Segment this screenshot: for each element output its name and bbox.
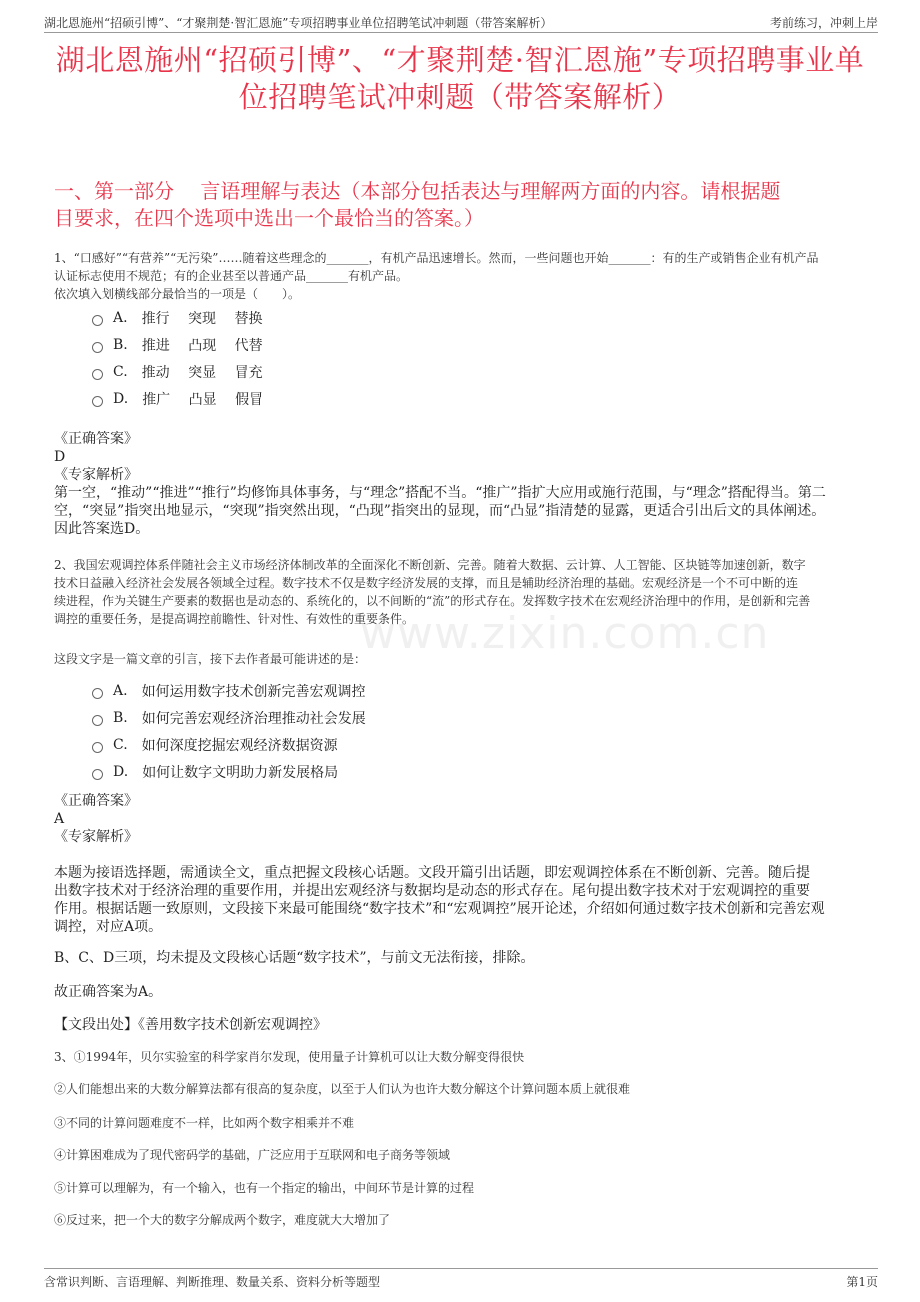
option-letter: A. — [113, 309, 128, 326]
answer-label: 《正确答案》 — [54, 793, 138, 809]
page-number: 第1页 — [846, 1275, 878, 1289]
q3-sentence-2: ②人们能想出来的大数分解算法都有很高的复杂度，以至于人们认为也许大数分解这个计算问题本质上就很难 — [54, 1082, 631, 1096]
analysis-label: 《专家解析》 — [54, 829, 138, 845]
analysis-line-1: 第一空，“推动”“推进”“推行”均修饰具体事务，与“理念”搭配不当。“推广”指扩大应用或施行范围，与“理念”搭配得当。第二 — [54, 485, 826, 501]
title-line-1: 湖北恩施州“招硕引博”、“才聚荆楚·智汇恩施”专项招聘事业单 — [55, 43, 865, 77]
option-text: 推进 凸现 代替 — [141, 337, 263, 354]
q1-option-d[interactable] — [92, 385, 263, 412]
analysis-line: 本题为接语选择题，需通读全文，重点把握文段核心话题。文段开篇引出话题，即宏观调控体系在不断创新、完善。随后提 — [54, 865, 810, 881]
question-2-options — [92, 677, 366, 785]
q2-prompt: 这段文字是一篇文章的引言，接下去作者最可能讲述的是： — [54, 652, 367, 666]
q1-option-c[interactable] — [92, 358, 263, 385]
option-letter: D. — [113, 763, 129, 780]
q2-line-1: 2、我国宏观调控体系伴随社会主义市场经济体制改革的全面深化不断创新、完善。随着大数据、云计算、人工智能、区块链等加速创新，数字 — [54, 558, 806, 572]
radio-icon[interactable] — [92, 742, 103, 753]
q2-source: 【文段出处】《善用数字技术创新宏观调控》 — [54, 1017, 327, 1033]
option-text: 如何让数字文明助力新发展格局 — [142, 764, 339, 781]
q3-sentence-4: ④计算困难成为了现代密码学的基础，广泛应用于互联网和电子商务等领域 — [54, 1148, 451, 1162]
radio-icon[interactable] — [92, 342, 103, 353]
title-line-2: 位招聘笔试冲刺题（带答案解析） — [238, 80, 682, 114]
watermark: www.zixin.com.cn — [360, 608, 770, 659]
q2-option-b[interactable] — [92, 704, 366, 731]
page-header — [44, 10, 878, 33]
analysis-line-3: 因此答案选D。 — [54, 521, 150, 537]
analysis-line: 出数字技术对于经济治理的重要作用，并提出宏观经济与数据均是动态的形式存在。尾句提出数字技术对于宏观调控的重要 — [54, 883, 810, 899]
analysis-line: 调控，对应A项。 — [54, 919, 163, 935]
question-1-options — [92, 304, 263, 412]
section-heading — [54, 178, 866, 232]
option-text: 推行 突现 替换 — [141, 310, 263, 327]
q2-line-4: 调控的重要任务，是提高调控前瞻性、针对性、有效性的重要条件。 — [54, 612, 415, 626]
q2-analysis-paragraph-2: B、C、D三项，均未提及文段核心话题“数字技术”，与前文无法衔接，排除。 — [54, 950, 535, 966]
answer-value: A — [54, 811, 65, 827]
analysis-label: 《专家解析》 — [54, 467, 138, 483]
option-letter: B. — [113, 709, 128, 726]
option-letter: B. — [113, 336, 128, 353]
q1-option-b[interactable] — [92, 331, 263, 358]
option-text: 推动 突显 冒充 — [141, 364, 263, 381]
q3-sentence-3: ③不同的计算问题难度不一样，比如两个数字相乘并不难 — [54, 1116, 355, 1130]
q2-line-2: 技术日益融入经济社会发展各领域全过程。数字技术不仅是数字经济发展的支撑，而且是辅助经济治理的基础。宏观经济是一个不可中断的连 — [54, 576, 799, 590]
q2-option-d[interactable] — [92, 758, 366, 785]
radio-icon[interactable] — [92, 715, 103, 726]
analysis-line: 作用。根据话题一致原则，文段接下来最可能围绕“数字技术”和“宏观调控”展开论述，介绍如何通过数字技术创新和完善宏观 — [54, 901, 825, 917]
analysis-line-2: 空，“突显”指突出地显示，“突现”指突然出现，“凸现”指突出的显现，而“凸显”指清楚的显露，更适合引出后文的具体阐述。 — [54, 503, 826, 519]
option-text: 如何完善宏观经济治理推动社会发展 — [141, 710, 366, 727]
radio-icon[interactable] — [92, 396, 103, 407]
q2-option-a[interactable] — [92, 677, 366, 704]
section-heading-line-1: 一、第一部分 言语理解与表达（本部分包括表达与理解两方面的内容。请根据题 — [54, 179, 781, 203]
q3-sentence-1: 3、①1994年，贝尔实验室的科学家肖尔发现，使用量子计算机可以让大数分解变得很快 — [54, 1050, 525, 1064]
q1-line-2: 认证标志使用不规范；有的企业甚至以普通产品_______有机产品。 — [54, 269, 409, 283]
q1-line-1: 1、“口感好”“有营养”“无污染”……随着这些理念的_______，有机产品迅速增长。然而，一些问题也开始_______：有的生产或销售企业有机产品 — [54, 251, 819, 265]
q2-option-c[interactable] — [92, 731, 366, 758]
option-text: 如何运用数字技术创新完善宏观调控 — [141, 683, 366, 700]
radio-icon[interactable] — [92, 315, 103, 326]
footer-note: 含常识判断、言语理解、判断推理、数量关系、资料分析等题型 — [44, 1275, 381, 1289]
option-text: 如何深度挖掘宏观经济数据资源 — [141, 737, 338, 754]
option-letter: D. — [113, 390, 129, 407]
page-footer — [44, 1268, 878, 1291]
radio-icon[interactable] — [92, 769, 103, 780]
answer-value: D — [54, 449, 66, 465]
question-1-answer — [54, 430, 866, 538]
header-slogan: 考前练习，冲刺上岸 — [769, 16, 878, 30]
option-text: 推广 凸显 假冒 — [142, 391, 264, 408]
option-letter: C. — [113, 736, 128, 753]
q2-analysis-paragraph-3: 故正确答案为A。 — [54, 984, 163, 1000]
header-doc-title: 湖北恩施州“招硕引博”、“才聚荆楚·智汇恩施”专项招聘事业单位招聘笔试冲刺题（带答案解析） — [44, 16, 553, 30]
radio-icon[interactable] — [92, 369, 103, 380]
answer-label: 《正确答案》 — [54, 431, 138, 447]
q2-line-3: 续进程，作为关键生产要素的数据也是动态的、系统化的，以不间断的“流”的形式存在。发挥数字技术在宏观经济治理中的作用，是创新和完善 — [54, 594, 811, 608]
q3-sentence-6: ⑥反过来，把一个大的数字分解成两个数字，难度就大大增加了 — [54, 1213, 391, 1227]
question-1-stem — [54, 249, 866, 303]
option-letter: A. — [113, 682, 128, 699]
q1-line-3: 依次填入划横线部分最恰当的一项是（ ）。 — [54, 287, 301, 301]
q1-option-a[interactable] — [92, 304, 263, 331]
page-title — [50, 42, 870, 116]
option-letter: C. — [113, 363, 128, 380]
q3-sentence-5: ⑤计算可以理解为，有一个输入，也有一个指定的输出，中间环节是计算的过程 — [54, 1181, 475, 1195]
radio-icon[interactable] — [92, 688, 103, 699]
question-2-answer — [54, 792, 866, 846]
section-heading-line-2: 目要求，在四个选项中选出一个最恰当的答案。） — [54, 206, 484, 230]
q2-analysis-paragraph-1 — [54, 864, 866, 936]
